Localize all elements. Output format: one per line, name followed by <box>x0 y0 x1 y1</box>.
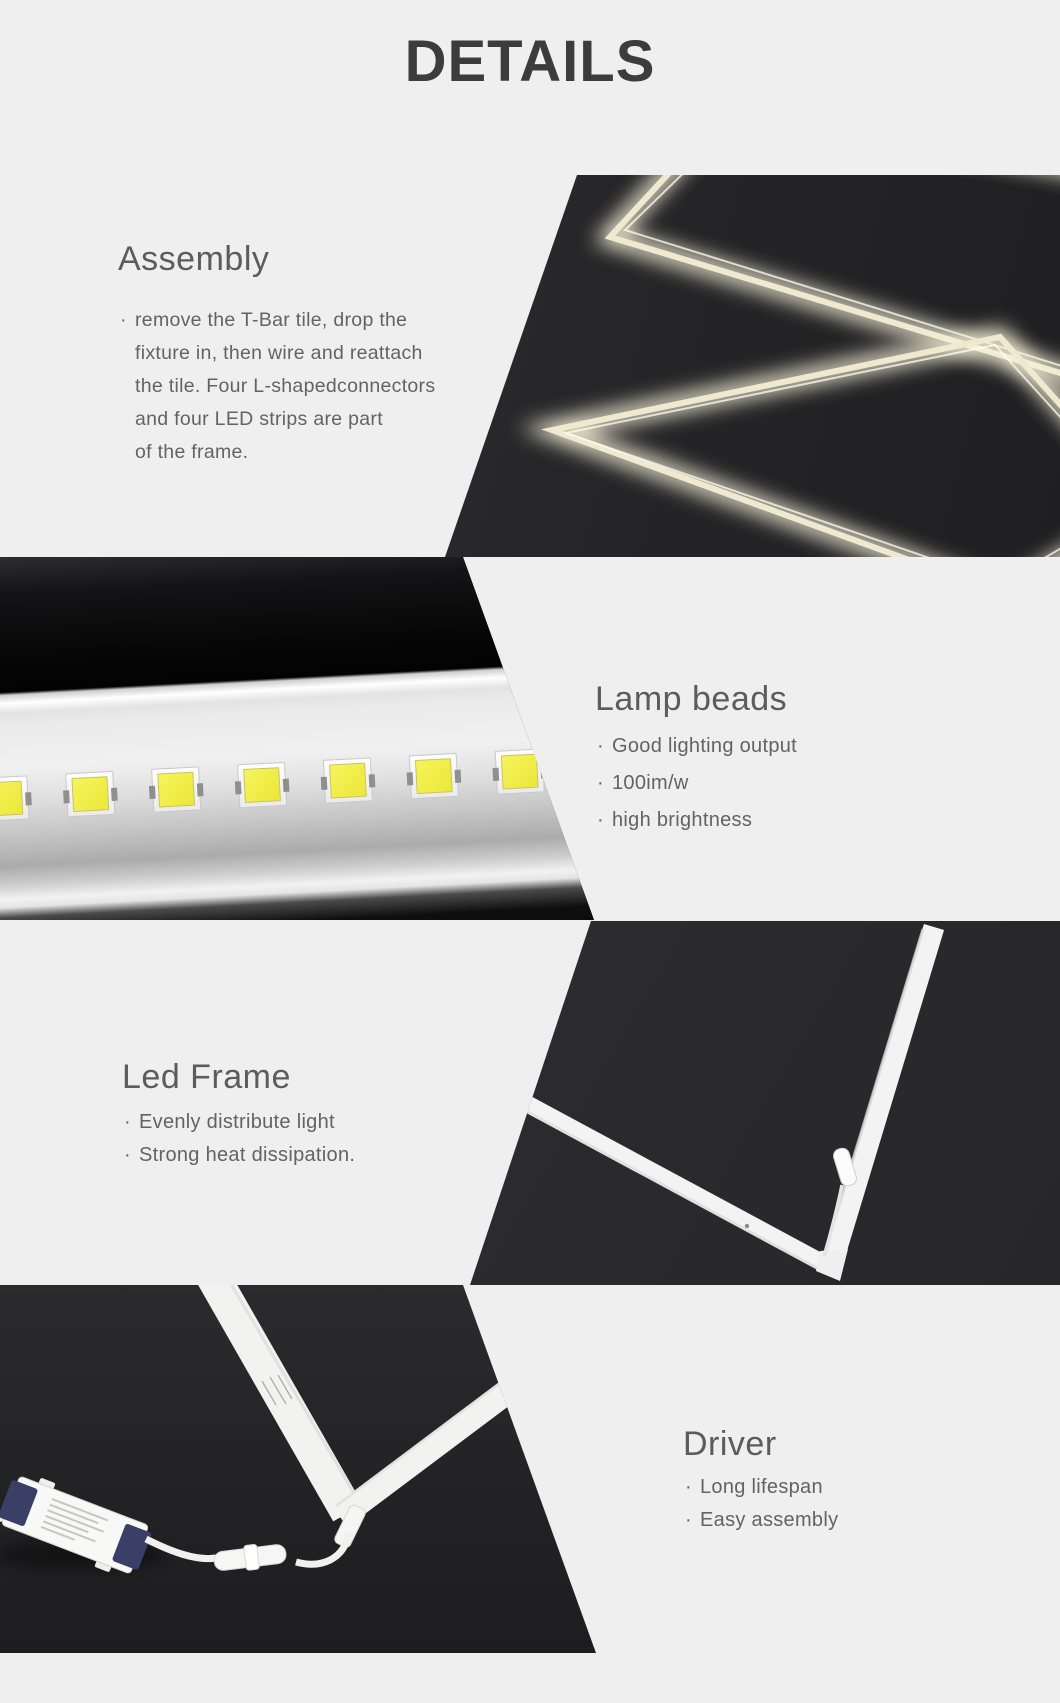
bullet-item: · Good lighting output <box>595 728 995 765</box>
lamp-beads-section <box>595 680 995 839</box>
assembly-bullet <box>118 304 488 469</box>
bullet-item: · 100im/w <box>595 765 995 802</box>
bullet-item: · Strong heat dissipation. <box>122 1139 522 1172</box>
led-chip <box>151 766 201 812</box>
bullet-line: fixture in, then wire and reattach <box>135 342 423 364</box>
bullet-dot: · <box>124 1111 131 1133</box>
bullet-dot: · <box>120 309 127 331</box>
assembly-heading: Assembly <box>118 240 270 278</box>
led-chip <box>237 762 287 808</box>
bullet-line: and four LED strips are part <box>135 408 383 430</box>
lamp-beads-heading: Lamp beads <box>595 680 788 718</box>
driver-heading: Driver <box>683 1425 777 1463</box>
bullet-line: of the frame. <box>135 441 249 463</box>
bullet-dot: · <box>685 1476 692 1498</box>
led-chip <box>409 753 459 799</box>
bullet-line: the tile. Four L-shapedconnectors <box>135 375 436 397</box>
led-die <box>157 772 195 808</box>
driver-bullets <box>683 1471 1013 1537</box>
driver-section <box>683 1425 1013 1537</box>
assembly-section <box>118 240 488 469</box>
led-frame-section <box>122 1058 522 1172</box>
led-die <box>71 776 109 812</box>
bullet-item: · high brightness <box>595 802 995 839</box>
led-die <box>501 754 539 790</box>
led-chip <box>323 757 373 803</box>
led-chip <box>65 771 115 817</box>
page-title: DETAILS <box>404 29 656 94</box>
led-chip <box>495 748 545 794</box>
inline-cable-connector <box>213 1541 288 1575</box>
bullet-item: · Evenly distribute light <box>122 1106 522 1139</box>
bullet-item: · Easy assembly <box>683 1504 1013 1537</box>
led-die <box>415 758 453 794</box>
lamp-beads-bullets <box>595 728 995 839</box>
bullet-dot: · <box>597 735 604 757</box>
bullet-line: · remove the T-Bar tile, drop the <box>118 304 488 337</box>
bullet-dot: · <box>685 1509 692 1531</box>
led-die <box>0 781 23 817</box>
led-die <box>243 767 281 803</box>
bullet-item: · Long lifespan <box>683 1471 1013 1504</box>
led-frame-bullets <box>122 1106 522 1172</box>
led-chip <box>0 775 30 821</box>
bullet-dot: · <box>597 772 604 794</box>
led-frame-heading: Led Frame <box>122 1058 291 1096</box>
bullet-dot: · <box>124 1144 131 1166</box>
bullet-dot: · <box>597 809 604 831</box>
led-die <box>329 763 367 799</box>
